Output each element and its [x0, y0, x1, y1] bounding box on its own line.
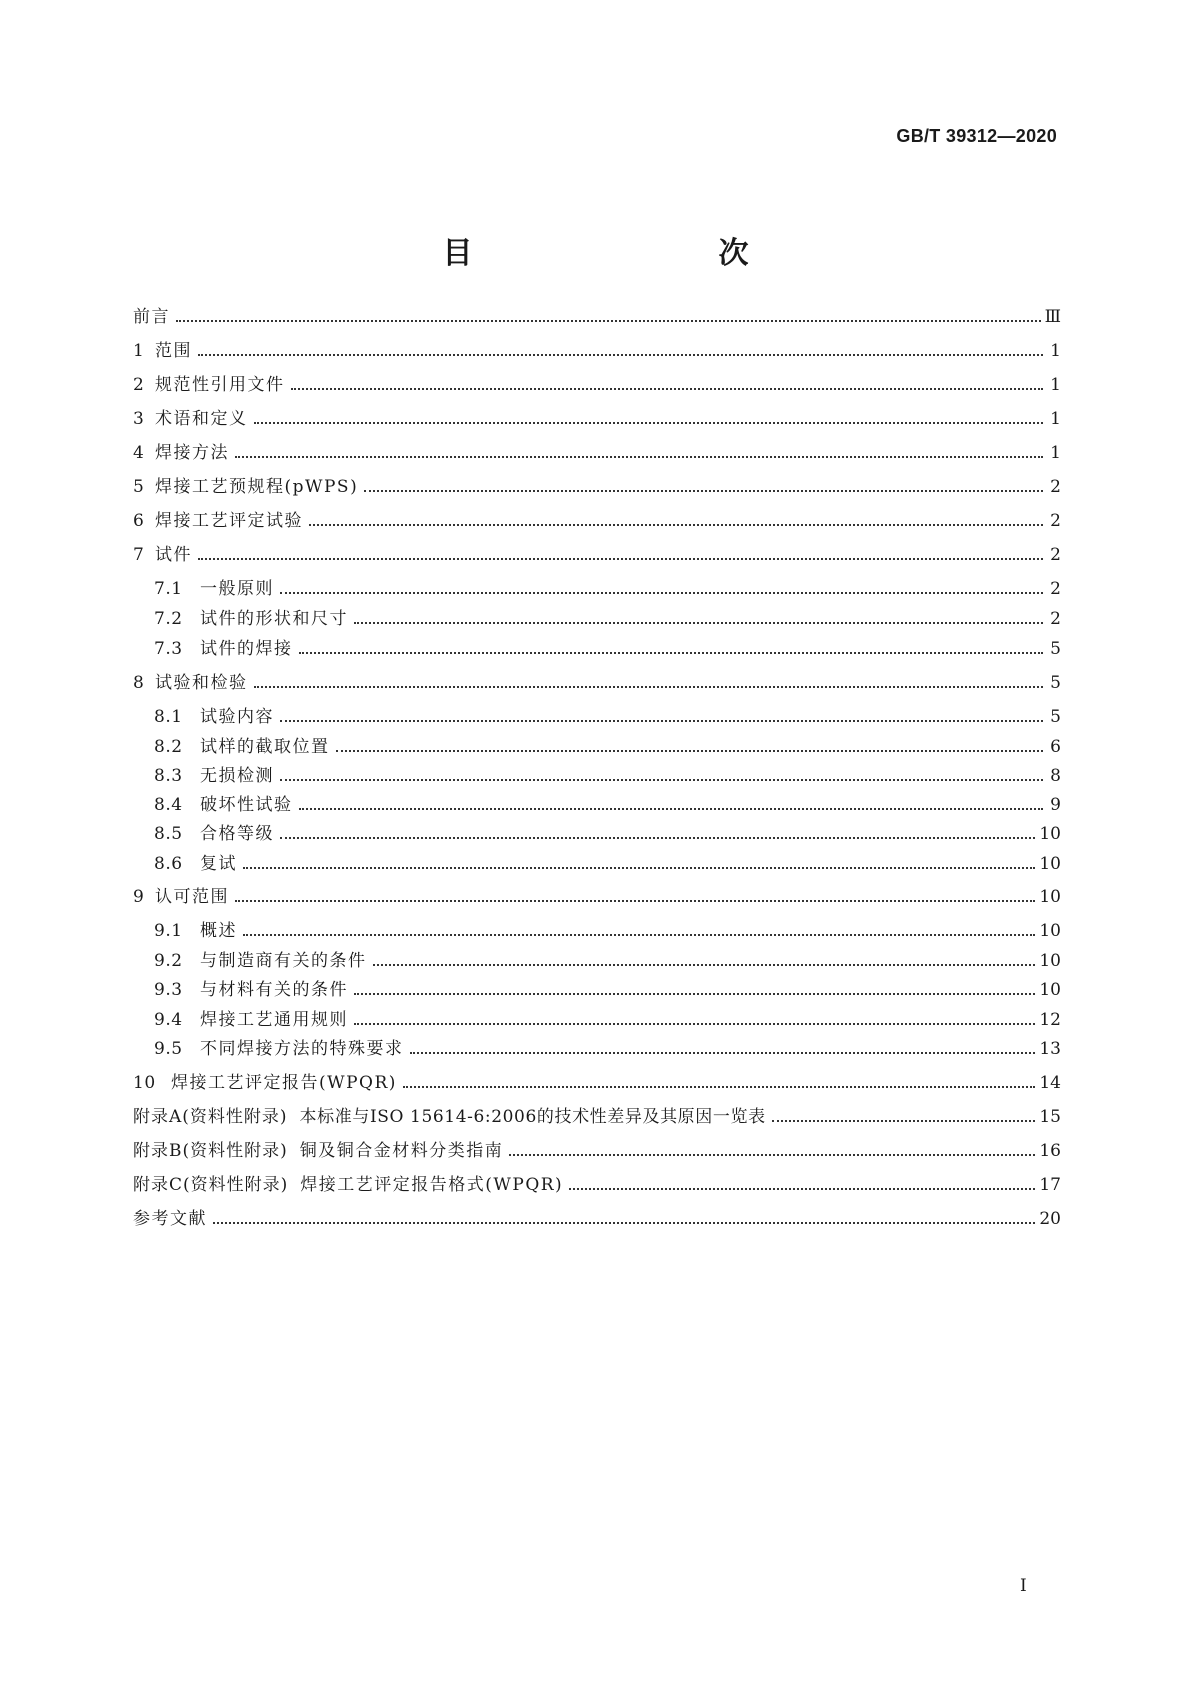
- toc-page: 2: [1050, 477, 1061, 497]
- toc-page: 15: [1039, 1107, 1061, 1127]
- dot-leader: [213, 1222, 1035, 1224]
- toc-number: 8: [133, 673, 145, 693]
- dot-leader: [280, 592, 1043, 594]
- dot-leader: [254, 686, 1044, 688]
- toc-label: 参考文献: [133, 1209, 207, 1229]
- toc-page: 5: [1050, 673, 1061, 693]
- toc-title: 目 次: [442, 236, 811, 271]
- toc-page: 12: [1039, 1010, 1061, 1030]
- toc-label: 不同焊接方法的特殊要求: [200, 1039, 404, 1059]
- toc-number: 8.2: [154, 737, 183, 757]
- dot-leader: [336, 750, 1044, 752]
- toc-entry-appendix-b[interactable]: [133, 1138, 1061, 1162]
- dot-leader: [280, 837, 1035, 839]
- toc-page: Ⅲ: [1044, 307, 1061, 327]
- toc-entry-2[interactable]: [133, 372, 1061, 396]
- toc-page: 1: [1050, 443, 1061, 463]
- toc-page: 13: [1039, 1039, 1061, 1059]
- dot-leader: [403, 1086, 1035, 1088]
- toc-page: 20: [1039, 1209, 1061, 1229]
- toc-entry-8-4[interactable]: [154, 792, 1061, 816]
- page-number: I: [1020, 1576, 1027, 1596]
- toc-label: 与材料有关的条件: [200, 980, 348, 1000]
- toc-label: 规范性引用文件: [155, 375, 285, 395]
- toc-entry-8-6[interactable]: [154, 851, 1061, 875]
- toc-appendix-number: 附录C(资料性附录): [133, 1175, 289, 1195]
- toc-page: 10: [1039, 887, 1061, 907]
- dot-leader: [280, 779, 1043, 781]
- dot-leader: [299, 808, 1044, 810]
- toc-number: 9.4: [154, 1010, 183, 1030]
- toc-appendix-number: 附录A(资料性附录): [133, 1107, 288, 1127]
- toc-entry-8[interactable]: [133, 670, 1061, 694]
- toc-label: 合格等级: [200, 824, 274, 844]
- toc-number: 7.3: [154, 639, 183, 659]
- toc-number: 7.1: [154, 579, 183, 599]
- toc-page: 10: [1039, 951, 1061, 971]
- toc-entry-8-5[interactable]: [154, 821, 1061, 845]
- toc-page: 5: [1050, 639, 1061, 659]
- dot-leader: [198, 558, 1043, 560]
- toc-label: 试件: [155, 545, 192, 565]
- toc-entry-7-1[interactable]: [154, 576, 1061, 600]
- toc-page: 2: [1050, 511, 1061, 531]
- toc-label: 焊接工艺评定报告(WPQR): [171, 1073, 397, 1093]
- toc-number: 8.6: [154, 854, 183, 874]
- dot-leader: [309, 524, 1043, 526]
- toc-page: 1: [1050, 375, 1061, 395]
- toc-label: 认可范围: [155, 887, 229, 907]
- toc-number: 9.5: [154, 1039, 183, 1059]
- toc-label: 铜及铜合金材料分类指南: [299, 1141, 504, 1161]
- dot-leader: [198, 354, 1043, 356]
- dot-leader: [254, 422, 1044, 424]
- toc-label: 试样的截取位置: [200, 737, 330, 757]
- toc-page: 5: [1050, 707, 1061, 727]
- toc-number: 9.3: [154, 980, 183, 1000]
- toc-label: 前言: [133, 307, 170, 327]
- toc-entry-9[interactable]: [133, 884, 1061, 908]
- toc-appendix-number: 附录B(资料性附录): [133, 1141, 288, 1161]
- toc-label: 破坏性试验: [200, 795, 293, 815]
- toc-number: 9: [133, 887, 145, 907]
- toc-number: 7.2: [154, 609, 183, 629]
- toc-entry-8-2[interactable]: [154, 734, 1061, 758]
- toc-number: 8.3: [154, 766, 183, 786]
- dot-leader: [354, 1023, 1035, 1025]
- toc-number: 10: [133, 1073, 156, 1093]
- toc-page: 10: [1039, 921, 1061, 941]
- dot-leader: [772, 1120, 1036, 1122]
- toc-entry-9-1[interactable]: [154, 918, 1061, 942]
- toc-page: 1: [1050, 409, 1061, 429]
- toc-page: 2: [1050, 579, 1061, 599]
- toc-page: 9: [1050, 795, 1061, 815]
- toc-entry-7-2[interactable]: [154, 606, 1061, 630]
- dot-leader: [280, 720, 1043, 722]
- toc-page: 10: [1039, 980, 1061, 1000]
- toc-label: 试验内容: [200, 707, 274, 727]
- toc-entry-3[interactable]: [133, 406, 1061, 430]
- toc-number: 9.1: [154, 921, 183, 941]
- toc-entry-8-3[interactable]: [154, 763, 1061, 787]
- dot-leader: [364, 490, 1043, 492]
- toc-page: 17: [1039, 1175, 1061, 1195]
- toc-label: 焊接工艺预规程(pWPS): [155, 477, 359, 497]
- toc-number: 7: [133, 545, 145, 565]
- toc-label: 无损检测: [200, 766, 274, 786]
- toc-number: 8.1: [154, 707, 183, 727]
- toc-number: 5: [133, 477, 145, 497]
- dot-leader: [373, 964, 1036, 966]
- dot-leader: [569, 1188, 1035, 1190]
- toc-entry-4[interactable]: [133, 440, 1061, 464]
- toc-label: 试验和检验: [155, 673, 248, 693]
- toc-number: 6: [133, 511, 145, 531]
- toc-label: 与制造商有关的条件: [200, 951, 367, 971]
- toc-label: 范围: [155, 341, 192, 361]
- toc-label: 本标准与ISO 15614-6:2006的技术性差异及其原因一览表: [299, 1107, 766, 1127]
- toc-entry-7[interactable]: [133, 542, 1061, 566]
- toc-label: 焊接方法: [155, 443, 229, 463]
- toc-label: 试件的焊接: [200, 639, 293, 659]
- toc-page: 6: [1050, 737, 1061, 757]
- toc-entry-references[interactable]: [133, 1206, 1061, 1230]
- toc-entry-9-2[interactable]: [154, 948, 1061, 972]
- toc-page: 2: [1050, 609, 1061, 629]
- toc-entry-9-5[interactable]: [154, 1036, 1061, 1060]
- toc-page: 10: [1039, 824, 1061, 844]
- dot-leader: [243, 934, 1035, 936]
- toc-page: 2: [1050, 545, 1061, 565]
- toc-page: 10: [1039, 854, 1061, 874]
- dot-leader: [235, 900, 1035, 902]
- dot-leader: [354, 993, 1035, 995]
- toc-label: 概述: [200, 921, 237, 941]
- toc-label: 焊接工艺通用规则: [200, 1010, 348, 1030]
- dot-leader: [354, 622, 1043, 624]
- toc-number: 3: [133, 409, 145, 429]
- toc-number: 8.5: [154, 824, 183, 844]
- toc-label: 焊接工艺评定报告格式(WPQR): [300, 1175, 564, 1195]
- toc-label: 术语和定义: [155, 409, 248, 429]
- toc-entry-8-1[interactable]: [154, 704, 1061, 728]
- toc-entry-foreword[interactable]: [133, 304, 1061, 328]
- dot-leader: [235, 456, 1043, 458]
- toc-label: 复试: [200, 854, 237, 874]
- toc-entry-10[interactable]: [133, 1070, 1061, 1094]
- dot-leader: [410, 1052, 1036, 1054]
- toc-entry-6[interactable]: [133, 508, 1061, 532]
- toc-entry-appendix-c[interactable]: [133, 1172, 1061, 1196]
- toc-entry-5[interactable]: [133, 474, 1061, 498]
- toc-entry-9-3[interactable]: [154, 977, 1061, 1001]
- toc-number: 1: [133, 341, 145, 361]
- toc-label: 焊接工艺评定试验: [155, 511, 303, 531]
- toc-number: 8.4: [154, 795, 183, 815]
- dot-leader: [509, 1154, 1035, 1156]
- toc-page: 14: [1039, 1073, 1061, 1093]
- toc-entry-7-3[interactable]: [154, 636, 1061, 660]
- toc-number: 4: [133, 443, 145, 463]
- toc-label: 一般原则: [200, 579, 274, 599]
- toc-entry-9-4[interactable]: [154, 1007, 1061, 1031]
- dot-leader: [176, 320, 1041, 322]
- dot-leader: [243, 867, 1035, 869]
- dot-leader: [291, 388, 1044, 390]
- toc-page: 1: [1050, 341, 1061, 361]
- toc-entry-1[interactable]: [133, 338, 1061, 362]
- toc-page: 16: [1039, 1141, 1061, 1161]
- toc-entry-appendix-a[interactable]: [133, 1104, 1061, 1128]
- toc-label: 试件的形状和尺寸: [200, 609, 348, 629]
- standard-code: GB/T 39312—2020: [896, 126, 1057, 146]
- toc-page: 8: [1050, 766, 1061, 786]
- toc-number: 9.2: [154, 951, 183, 971]
- dot-leader: [299, 652, 1044, 654]
- toc-number: 2: [133, 375, 145, 395]
